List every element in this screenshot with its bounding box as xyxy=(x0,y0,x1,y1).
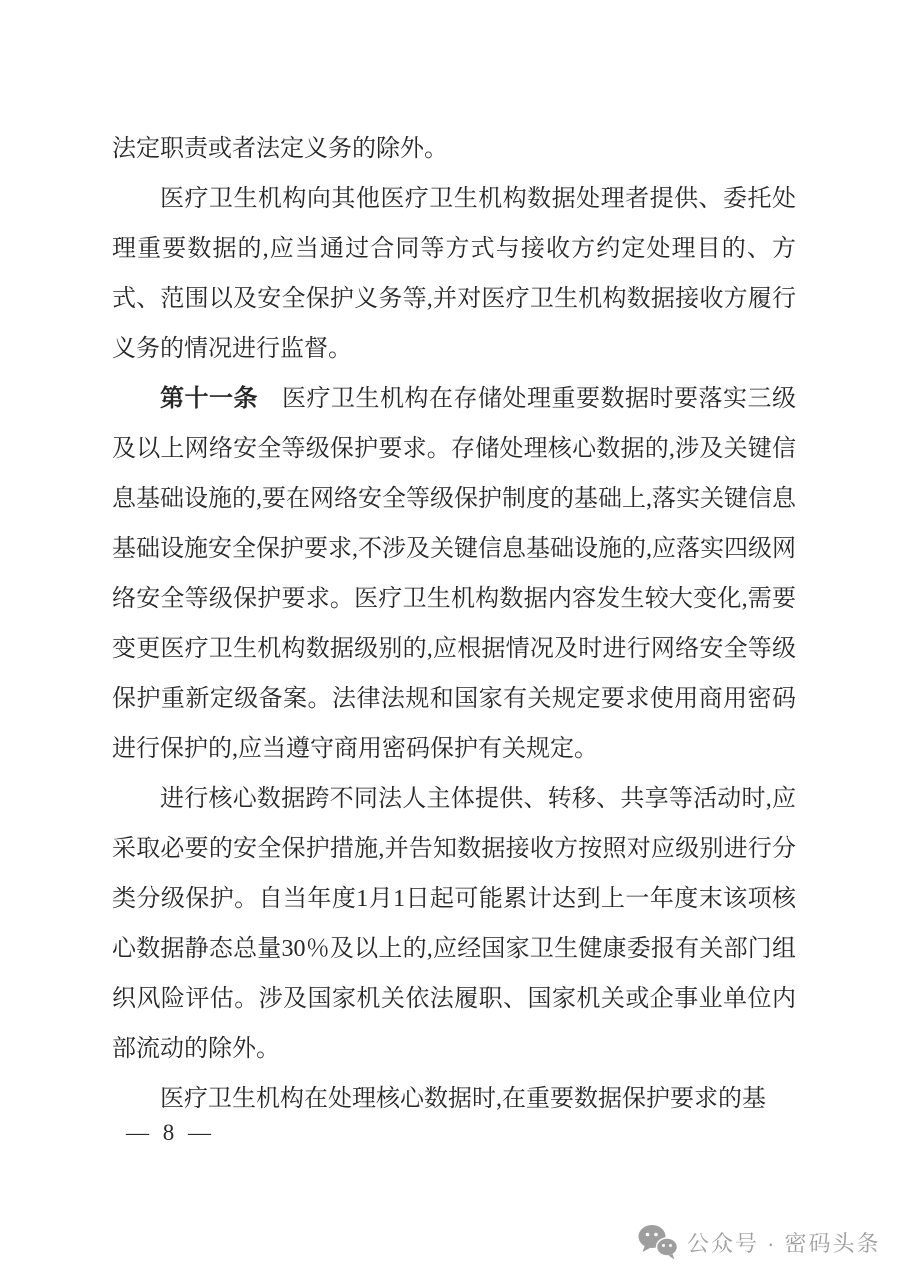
paragraph-4: 进行核心数据跨不同法人主体提供、转移、共享等活动时,应采取必要的安全保护措施,并告知数据接收方按照对应级别进行分类分级保护。自当年度1月1日起可能累计达到上一年度末该项核心数据静态总量30％及以上的,应经国家卫生健康委报有关部门组织风险评估。涉及国家机关依法履职、国家机关或企事业单位内部流动的除外。 xyxy=(112,786,796,1062)
paragraph-5: 医疗卫生机构在处理核心数据时,在重要数据保护要求的基 xyxy=(160,1086,766,1112)
page-number: — 8 — xyxy=(126,1120,215,1145)
document-body xyxy=(112,124,796,1124)
article-text: 医疗卫生机构在存储处理重要数据时要落实三级及以上网络安全等级保护要求。存储处理核心数据的,涉及关键信息基础设施的,要在网络安全等级保护制度的基础上,落实关键信息基础设施安全保护要求,不涉及关键信息基础设施的,应落实四级网络安全等级保护要求。医疗卫生机构数据内容发生较大变化,需要变更医疗卫生机构数据级别的,应根据情况及时进行网络安全等级保护重新定级备案。法律法规和国家有关规定要求使用商用密码进行保护的,应当遵守商用密码保护有关规定。 xyxy=(112,386,796,762)
watermark-label: 公众号 · 密码头条 xyxy=(687,1230,881,1256)
paragraph-2: 医疗卫生机构向其他医疗卫生机构数据处理者提供、委托处理重要数据的,应当通过合同等方式与接收方约定处理目的、方式、范围以及安全保护义务等,并对医疗卫生机构数据接收方履行义务的情况进行监督。 xyxy=(112,186,796,362)
article-number: 第十一条 xyxy=(160,386,258,412)
watermark-footer xyxy=(638,1224,881,1260)
paragraph-1: 法定职责或者法定义务的除外。 xyxy=(112,136,448,162)
paragraph-3-article-11 xyxy=(112,374,796,774)
wechat-icon xyxy=(638,1224,678,1260)
